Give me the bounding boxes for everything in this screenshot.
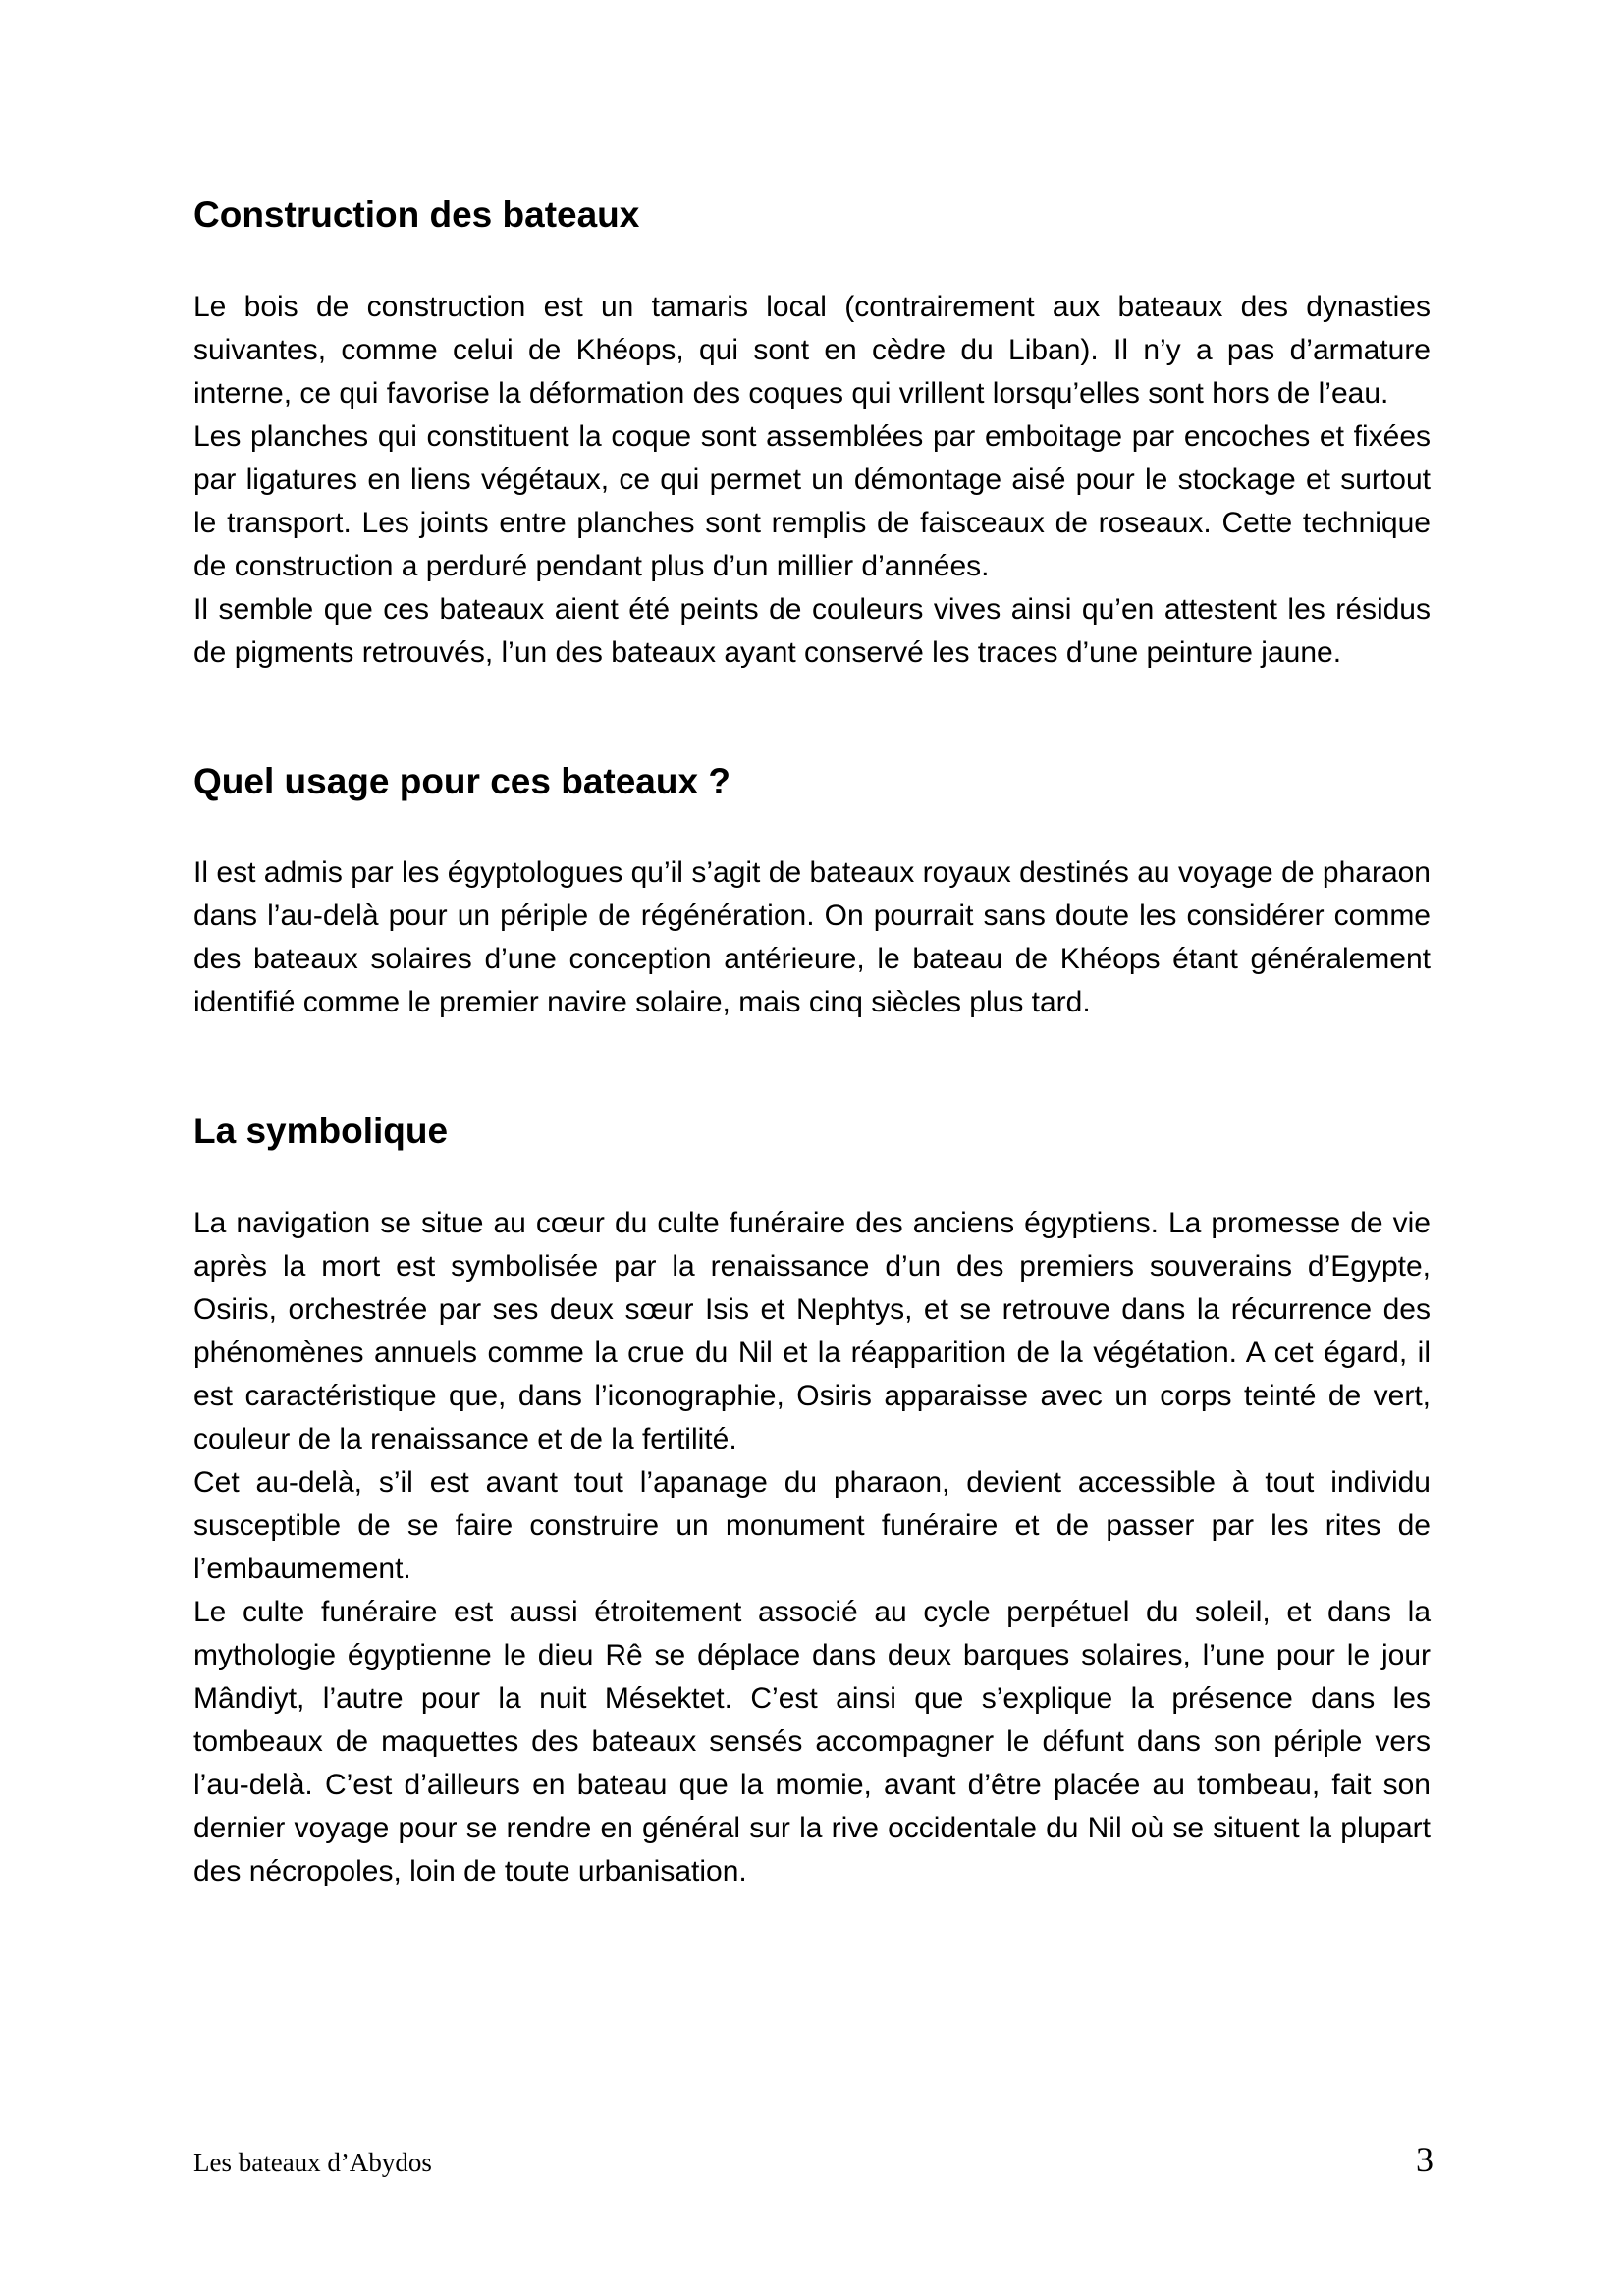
section-usage-bateaux <box>193 761 1431 1025</box>
section-symbolique <box>193 1111 1431 1893</box>
paragraph-bateaux-royaux: Il est admis par les égyptologues qu’il s’agit de bateaux royaux destinés au voyage de pharaon dans l’au-delà pour un périple de régénération. On pourrait sans doute les considérer comme des bateaux solaires d’une conception antérieure, le bateau de Khéops étant généralement identifié comme le premier navire solaire, mais cinq siècles plus tard. <box>193 856 1431 1019</box>
page-footer <box>193 2139 1434 2180</box>
section-heading-symbolique: La symbolique <box>193 1111 449 1152</box>
paragraph-au-dela-pharaon: Cet au-delà, s’il est avant tout l’apanage du pharaon, devient accessible à tout individu susceptible de se faire construire un monument funéraire et de passer par les rites de l’embaumement. <box>193 1465 1431 1585</box>
document-content <box>193 194 1431 1893</box>
footer-page-number: 3 <box>1416 2140 1434 2179</box>
paragraph-navigation-culte: La navigation se situe au cœur du culte funéraire des anciens égyptiens. La promesse de vie après la mort est symbolisée par la renaissance d’un des premiers souverains d’Egypte, Osiris, orchestrée par ses deux sœur Isis et Nephtys, et se retrouve dans la récurrence des phénomènes annuels comme la crue du Nil et la réapparition de la végétation. A cet égard, il est caractéristique que, dans l’iconographie, Osiris apparaisse avec un corps teinté de vert, couleur de la renaissance et de la fertilité. <box>193 1206 1431 1455</box>
paragraph-culte-funeraire-soleil: Le culte funéraire est aussi étroitement associé au cycle perpétuel du soleil, et dans la mythologie égyptienne le dieu Rê se déplace dans deux barques solaires, l’une pour le jour Mândiyt, l’autre pour la nuit Mésektet. C’est ainsi que s’explique la présence dans les tombeaux de maquettes des bateaux sensés accompagner le défunt dans son périple vers l’au-delà. C’est d’ailleurs en bateau que la momie, avant d’être placée au tombeau, fait son dernier voyage pour se rendre en général sur la rive occidentale du Nil où se situent la plupart des nécropoles, loin de toute urbanisation. <box>193 1595 1431 1887</box>
section-heading-construction: Construction des bateaux <box>193 194 640 235</box>
section-heading-usage: Quel usage pour ces bateaux ? <box>193 760 730 801</box>
paragraph-peinture-pigments: Il semble que ces bateaux aient été peints de couleurs vives ainsi qu’en attestent les résidus de pigments retrouvés, l’un des bateaux ayant conservé les traces d’une peinture jaune. <box>193 592 1431 669</box>
section-construction-des-bateaux <box>193 194 1431 675</box>
paragraph-planches-coque: Les planches qui constituent la coque sont assemblées par emboitage par encoches et fixées par ligatures en liens végétaux, ce qui permet un démontage aisé pour le stockage et surtout le transport. Les joints entre planches sont remplis de faisceaux de roseaux. Cette technique de construction a perduré pendant plus d’un millier d’années. <box>193 419 1431 582</box>
paragraph-bois-construction: Le bois de construction est un tamaris local (contrairement aux bateaux des dynasties suivantes, comme celui de Khéops, qui sont en cèdre du Liban). Il n’y a pas d’armature interne, ce qui favorise la déformation des coques qui vrillent lorsqu’elles sont hors de l’eau. <box>193 290 1431 410</box>
footer-document-title: Les bateaux d’Abydos <box>193 2148 432 2177</box>
